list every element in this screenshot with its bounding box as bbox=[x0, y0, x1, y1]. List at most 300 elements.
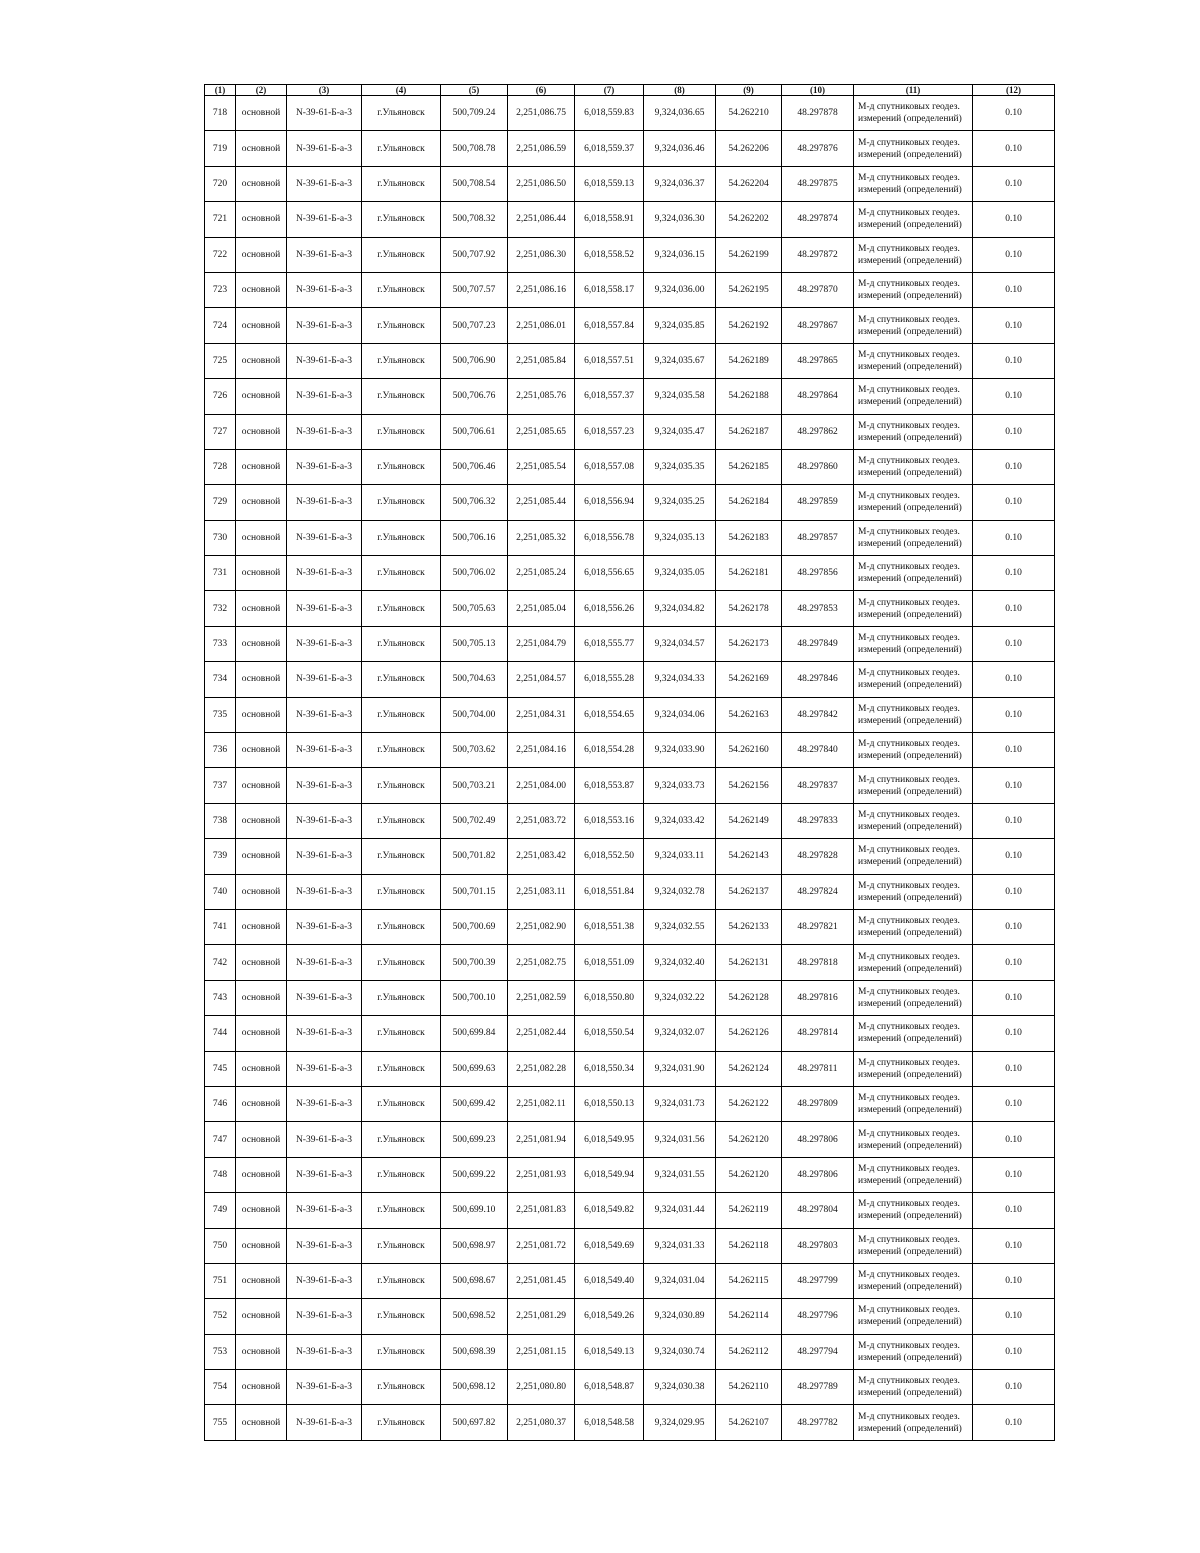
cell-coord-7: 6,018,549.26 bbox=[575, 1299, 644, 1334]
cell-method: М-д спутниковых геодез. измерений (определений) bbox=[854, 1086, 973, 1121]
cell-point-number: 747 bbox=[205, 1122, 236, 1157]
cell-point-type: основной bbox=[236, 414, 287, 449]
table-row bbox=[205, 945, 1055, 980]
cell-point-type: основной bbox=[236, 980, 287, 1015]
cell-accuracy: 0.10 bbox=[973, 1370, 1055, 1405]
cell-point-number: 726 bbox=[205, 379, 236, 414]
cell-point-number: 732 bbox=[205, 591, 236, 626]
header-row bbox=[205, 85, 1055, 96]
cell-longitude: 48.297857 bbox=[782, 520, 854, 555]
cell-map-sheet: N-39-61-Б-а-3 bbox=[287, 1334, 362, 1369]
cell-longitude: 48.297809 bbox=[782, 1086, 854, 1121]
column-header-7: (7) bbox=[575, 85, 644, 96]
table-row bbox=[205, 1299, 1055, 1334]
cell-coord-7: 6,018,550.80 bbox=[575, 980, 644, 1015]
cell-point-number: 742 bbox=[205, 945, 236, 980]
cell-coord-6: 2,251,084.00 bbox=[508, 768, 575, 803]
cell-method: М-д спутниковых геодез. измерений (определений) bbox=[854, 96, 973, 131]
cell-latitude: 54.262199 bbox=[716, 237, 782, 272]
cell-locality: г.Ульяновск bbox=[362, 1299, 441, 1334]
cell-coord-6: 2,251,086.75 bbox=[508, 96, 575, 131]
cell-method: М-д спутниковых геодез. измерений (определений) bbox=[854, 202, 973, 237]
cell-coord-7: 6,018,550.34 bbox=[575, 1051, 644, 1086]
table-row bbox=[205, 909, 1055, 944]
table-row bbox=[205, 733, 1055, 768]
column-header-6: (6) bbox=[508, 85, 575, 96]
cell-coord-5: 500,708.54 bbox=[441, 166, 508, 201]
cell-locality: г.Ульяновск bbox=[362, 1228, 441, 1263]
cell-coord-5: 500,701.15 bbox=[441, 874, 508, 909]
cell-point-type: основной bbox=[236, 803, 287, 838]
cell-coord-6: 2,251,082.44 bbox=[508, 1016, 575, 1051]
column-header-5: (5) bbox=[441, 85, 508, 96]
cell-coord-8: 9,324,034.06 bbox=[644, 697, 716, 732]
cell-point-type: основной bbox=[236, 485, 287, 520]
cell-coord-5: 500,697.82 bbox=[441, 1405, 508, 1440]
table-row bbox=[205, 272, 1055, 307]
cell-method: М-д спутниковых геодез. измерений (определений) bbox=[854, 768, 973, 803]
cell-coord-6: 2,251,082.59 bbox=[508, 980, 575, 1015]
cell-method: М-д спутниковых геодез. измерений (определений) bbox=[854, 697, 973, 732]
cell-locality: г.Ульяновск bbox=[362, 733, 441, 768]
cell-latitude: 54.262188 bbox=[716, 379, 782, 414]
cell-coord-5: 500,706.16 bbox=[441, 520, 508, 555]
cell-point-number: 724 bbox=[205, 308, 236, 343]
cell-latitude: 54.262119 bbox=[716, 1193, 782, 1228]
cell-coord-7: 6,018,548.58 bbox=[575, 1405, 644, 1440]
cell-longitude: 48.297789 bbox=[782, 1370, 854, 1405]
table-row bbox=[205, 980, 1055, 1015]
cell-accuracy: 0.10 bbox=[973, 343, 1055, 378]
cell-latitude: 54.262120 bbox=[716, 1122, 782, 1157]
cell-locality: г.Ульяновск bbox=[362, 1405, 441, 1440]
cell-locality: г.Ульяновск bbox=[362, 485, 441, 520]
cell-latitude: 54.262210 bbox=[716, 96, 782, 131]
cell-accuracy: 0.10 bbox=[973, 202, 1055, 237]
cell-point-number: 728 bbox=[205, 449, 236, 484]
cell-point-type: основной bbox=[236, 166, 287, 201]
cell-longitude: 48.297864 bbox=[782, 379, 854, 414]
cell-point-type: основной bbox=[236, 1228, 287, 1263]
cell-point-type: основной bbox=[236, 1086, 287, 1121]
cell-point-number: 738 bbox=[205, 803, 236, 838]
cell-latitude: 54.262114 bbox=[716, 1299, 782, 1334]
table-row bbox=[205, 1193, 1055, 1228]
cell-longitude: 48.297842 bbox=[782, 697, 854, 732]
cell-coord-7: 6,018,549.82 bbox=[575, 1193, 644, 1228]
cell-locality: г.Ульяновск bbox=[362, 272, 441, 307]
table-row bbox=[205, 449, 1055, 484]
cell-point-number: 741 bbox=[205, 909, 236, 944]
cell-coord-7: 6,018,553.87 bbox=[575, 768, 644, 803]
cell-point-type: основной bbox=[236, 131, 287, 166]
cell-coord-8: 9,324,032.07 bbox=[644, 1016, 716, 1051]
cell-latitude: 54.262107 bbox=[716, 1405, 782, 1440]
table-row bbox=[205, 874, 1055, 909]
cell-locality: г.Ульяновск bbox=[362, 1051, 441, 1086]
cell-point-type: основной bbox=[236, 96, 287, 131]
cell-point-number: 751 bbox=[205, 1263, 236, 1298]
cell-coord-5: 500,698.97 bbox=[441, 1228, 508, 1263]
cell-accuracy: 0.10 bbox=[973, 945, 1055, 980]
cell-coord-6: 2,251,084.31 bbox=[508, 697, 575, 732]
cell-map-sheet: N-39-61-Б-а-3 bbox=[287, 662, 362, 697]
cell-coord-7: 6,018,548.87 bbox=[575, 1370, 644, 1405]
cell-coord-6: 2,251,086.30 bbox=[508, 237, 575, 272]
cell-coord-6: 2,251,086.16 bbox=[508, 272, 575, 307]
cell-method: М-д спутниковых геодез. измерений (определений) bbox=[854, 839, 973, 874]
cell-locality: г.Ульяновск bbox=[362, 1122, 441, 1157]
cell-accuracy: 0.10 bbox=[973, 379, 1055, 414]
cell-coord-8: 9,324,035.05 bbox=[644, 556, 716, 591]
cell-locality: г.Ульяновск bbox=[362, 1370, 441, 1405]
cell-locality: г.Ульяновск bbox=[362, 449, 441, 484]
cell-locality: г.Ульяновск bbox=[362, 202, 441, 237]
table-row bbox=[205, 803, 1055, 838]
cell-longitude: 48.297874 bbox=[782, 202, 854, 237]
table-row bbox=[205, 485, 1055, 520]
cell-accuracy: 0.10 bbox=[973, 556, 1055, 591]
cell-locality: г.Ульяновск bbox=[362, 131, 441, 166]
cell-accuracy: 0.10 bbox=[973, 909, 1055, 944]
cell-coord-8: 9,324,035.58 bbox=[644, 379, 716, 414]
cell-map-sheet: N-39-61-Б-а-3 bbox=[287, 909, 362, 944]
cell-point-type: основной bbox=[236, 839, 287, 874]
cell-point-number: 727 bbox=[205, 414, 236, 449]
cell-method: М-д спутниковых геодез. измерений (определений) bbox=[854, 556, 973, 591]
cell-coord-8: 9,324,034.57 bbox=[644, 626, 716, 661]
cell-coord-5: 500,700.69 bbox=[441, 909, 508, 944]
cell-longitude: 48.297870 bbox=[782, 272, 854, 307]
cell-accuracy: 0.10 bbox=[973, 1334, 1055, 1369]
cell-latitude: 54.262178 bbox=[716, 591, 782, 626]
cell-point-type: основной bbox=[236, 520, 287, 555]
cell-point-number: 748 bbox=[205, 1157, 236, 1192]
cell-accuracy: 0.10 bbox=[973, 1122, 1055, 1157]
cell-method: М-д спутниковых геодез. измерений (определений) bbox=[854, 166, 973, 201]
cell-coord-7: 6,018,559.13 bbox=[575, 166, 644, 201]
cell-method: М-д спутниковых геодез. измерений (определений) bbox=[854, 591, 973, 626]
column-header-12: (12) bbox=[973, 85, 1055, 96]
cell-map-sheet: N-39-61-Б-а-3 bbox=[287, 202, 362, 237]
column-header-9: (9) bbox=[716, 85, 782, 96]
cell-locality: г.Ульяновск bbox=[362, 626, 441, 661]
cell-locality: г.Ульяновск bbox=[362, 1193, 441, 1228]
cell-point-type: основной bbox=[236, 1051, 287, 1086]
cell-point-type: основной bbox=[236, 556, 287, 591]
cell-longitude: 48.297803 bbox=[782, 1228, 854, 1263]
cell-locality: г.Ульяновск bbox=[362, 945, 441, 980]
cell-coord-6: 2,251,085.84 bbox=[508, 343, 575, 378]
cell-coord-5: 500,699.22 bbox=[441, 1157, 508, 1192]
cell-locality: г.Ульяновск bbox=[362, 237, 441, 272]
table-row bbox=[205, 556, 1055, 591]
cell-accuracy: 0.10 bbox=[973, 980, 1055, 1015]
cell-longitude: 48.297782 bbox=[782, 1405, 854, 1440]
cell-coord-8: 9,324,036.30 bbox=[644, 202, 716, 237]
cell-longitude: 48.297814 bbox=[782, 1016, 854, 1051]
cell-method: М-д спутниковых геодез. измерений (определений) bbox=[854, 874, 973, 909]
cell-accuracy: 0.10 bbox=[973, 1051, 1055, 1086]
cell-longitude: 48.297806 bbox=[782, 1122, 854, 1157]
cell-coord-8: 9,324,035.47 bbox=[644, 414, 716, 449]
cell-longitude: 48.297853 bbox=[782, 591, 854, 626]
cell-coord-5: 500,699.42 bbox=[441, 1086, 508, 1121]
cell-method: М-д спутниковых геодез. измерений (определений) bbox=[854, 1193, 973, 1228]
column-header-10: (10) bbox=[782, 85, 854, 96]
cell-coord-7: 6,018,554.65 bbox=[575, 697, 644, 732]
cell-point-type: основной bbox=[236, 343, 287, 378]
cell-coord-8: 9,324,032.40 bbox=[644, 945, 716, 980]
cell-coord-8: 9,324,031.44 bbox=[644, 1193, 716, 1228]
cell-point-number: 720 bbox=[205, 166, 236, 201]
cell-method: М-д спутниковых геодез. измерений (определений) bbox=[854, 1370, 973, 1405]
cell-point-number: 722 bbox=[205, 237, 236, 272]
cell-latitude: 54.262126 bbox=[716, 1016, 782, 1051]
cell-map-sheet: N-39-61-Б-а-3 bbox=[287, 591, 362, 626]
column-header-8: (8) bbox=[644, 85, 716, 96]
cell-coord-6: 2,251,081.83 bbox=[508, 1193, 575, 1228]
cell-accuracy: 0.10 bbox=[973, 272, 1055, 307]
cell-coord-8: 9,324,031.73 bbox=[644, 1086, 716, 1121]
cell-coord-8: 9,324,033.11 bbox=[644, 839, 716, 874]
cell-coord-7: 6,018,553.16 bbox=[575, 803, 644, 838]
cell-point-number: 744 bbox=[205, 1016, 236, 1051]
cell-coord-6: 2,251,081.72 bbox=[508, 1228, 575, 1263]
cell-point-type: основной bbox=[236, 308, 287, 343]
cell-longitude: 48.297799 bbox=[782, 1263, 854, 1298]
cell-longitude: 48.297840 bbox=[782, 733, 854, 768]
cell-latitude: 54.262112 bbox=[716, 1334, 782, 1369]
cell-locality: г.Ульяновск bbox=[362, 874, 441, 909]
cell-point-type: основной bbox=[236, 697, 287, 732]
cell-point-number: 749 bbox=[205, 1193, 236, 1228]
column-header-3: (3) bbox=[287, 85, 362, 96]
cell-longitude: 48.297804 bbox=[782, 1193, 854, 1228]
cell-point-number: 721 bbox=[205, 202, 236, 237]
cell-point-type: основной bbox=[236, 874, 287, 909]
cell-longitude: 48.297859 bbox=[782, 485, 854, 520]
cell-coord-6: 2,251,086.44 bbox=[508, 202, 575, 237]
column-header-1: (1) bbox=[205, 85, 236, 96]
cell-longitude: 48.297828 bbox=[782, 839, 854, 874]
cell-coord-7: 6,018,557.23 bbox=[575, 414, 644, 449]
cell-method: М-д спутниковых геодез. измерений (определений) bbox=[854, 1334, 973, 1369]
cell-point-type: основной bbox=[236, 1299, 287, 1334]
cell-latitude: 54.262195 bbox=[716, 272, 782, 307]
cell-coord-8: 9,324,036.65 bbox=[644, 96, 716, 131]
cell-latitude: 54.262122 bbox=[716, 1086, 782, 1121]
cell-accuracy: 0.10 bbox=[973, 768, 1055, 803]
cell-coord-7: 6,018,550.54 bbox=[575, 1016, 644, 1051]
cell-coord-8: 9,324,032.22 bbox=[644, 980, 716, 1015]
cell-coord-7: 6,018,558.17 bbox=[575, 272, 644, 307]
cell-coord-8: 9,324,035.67 bbox=[644, 343, 716, 378]
cell-coord-5: 500,703.62 bbox=[441, 733, 508, 768]
cell-point-type: основной bbox=[236, 909, 287, 944]
cell-map-sheet: N-39-61-Б-а-3 bbox=[287, 945, 362, 980]
table-row bbox=[205, 1086, 1055, 1121]
cell-longitude: 48.297821 bbox=[782, 909, 854, 944]
cell-point-type: основной bbox=[236, 1370, 287, 1405]
cell-accuracy: 0.10 bbox=[973, 662, 1055, 697]
cell-point-type: основной bbox=[236, 733, 287, 768]
cell-coord-7: 6,018,557.51 bbox=[575, 343, 644, 378]
table-row bbox=[205, 414, 1055, 449]
cell-locality: г.Ульяновск bbox=[362, 96, 441, 131]
cell-coord-5: 500,700.39 bbox=[441, 945, 508, 980]
table-row bbox=[205, 662, 1055, 697]
cell-point-number: 737 bbox=[205, 768, 236, 803]
cell-accuracy: 0.10 bbox=[973, 485, 1055, 520]
cell-map-sheet: N-39-61-Б-а-3 bbox=[287, 1157, 362, 1192]
table-row bbox=[205, 591, 1055, 626]
cell-coord-6: 2,251,082.28 bbox=[508, 1051, 575, 1086]
cell-accuracy: 0.10 bbox=[973, 1405, 1055, 1440]
cell-accuracy: 0.10 bbox=[973, 803, 1055, 838]
cell-longitude: 48.297811 bbox=[782, 1051, 854, 1086]
cell-coord-7: 6,018,556.78 bbox=[575, 520, 644, 555]
cell-point-type: основной bbox=[236, 1405, 287, 1440]
cell-coord-6: 2,251,085.76 bbox=[508, 379, 575, 414]
table-row bbox=[205, 1122, 1055, 1157]
cell-map-sheet: N-39-61-Б-а-3 bbox=[287, 803, 362, 838]
cell-accuracy: 0.10 bbox=[973, 697, 1055, 732]
column-header-11: (11) bbox=[854, 85, 973, 96]
cell-coord-8: 9,324,035.25 bbox=[644, 485, 716, 520]
cell-locality: г.Ульяновск bbox=[362, 1263, 441, 1298]
cell-locality: г.Ульяновск bbox=[362, 166, 441, 201]
table-row bbox=[205, 1405, 1055, 1440]
cell-coord-7: 6,018,550.13 bbox=[575, 1086, 644, 1121]
cell-map-sheet: N-39-61-Б-а-3 bbox=[287, 697, 362, 732]
cell-coord-5: 500,699.10 bbox=[441, 1193, 508, 1228]
cell-latitude: 54.262163 bbox=[716, 697, 782, 732]
cell-longitude: 48.297824 bbox=[782, 874, 854, 909]
cell-map-sheet: N-39-61-Б-а-3 bbox=[287, 1405, 362, 1440]
cell-map-sheet: N-39-61-Б-а-3 bbox=[287, 449, 362, 484]
cell-map-sheet: N-39-61-Б-а-3 bbox=[287, 237, 362, 272]
cell-coord-5: 500,708.78 bbox=[441, 131, 508, 166]
cell-accuracy: 0.10 bbox=[973, 1157, 1055, 1192]
cell-coord-7: 6,018,557.84 bbox=[575, 308, 644, 343]
cell-coord-5: 500,702.49 bbox=[441, 803, 508, 838]
cell-method: М-д спутниковых геодез. измерений (определений) bbox=[854, 414, 973, 449]
cell-map-sheet: N-39-61-Б-а-3 bbox=[287, 1086, 362, 1121]
cell-longitude: 48.297816 bbox=[782, 980, 854, 1015]
cell-locality: г.Ульяновск bbox=[362, 697, 441, 732]
cell-coord-8: 9,324,031.90 bbox=[644, 1051, 716, 1086]
cell-longitude: 48.297867 bbox=[782, 308, 854, 343]
cell-point-type: основной bbox=[236, 1334, 287, 1369]
cell-longitude: 48.297837 bbox=[782, 768, 854, 803]
cell-coord-8: 9,324,032.55 bbox=[644, 909, 716, 944]
cell-coord-6: 2,251,081.45 bbox=[508, 1263, 575, 1298]
cell-point-number: 752 bbox=[205, 1299, 236, 1334]
column-header-2: (2) bbox=[236, 85, 287, 96]
cell-point-number: 754 bbox=[205, 1370, 236, 1405]
cell-coord-6: 2,251,085.44 bbox=[508, 485, 575, 520]
cell-map-sheet: N-39-61-Б-а-3 bbox=[287, 874, 362, 909]
table-row bbox=[205, 131, 1055, 166]
cell-accuracy: 0.10 bbox=[973, 520, 1055, 555]
cell-map-sheet: N-39-61-Б-а-3 bbox=[287, 626, 362, 661]
cell-locality: г.Ульяновск bbox=[362, 520, 441, 555]
cell-coord-8: 9,324,035.13 bbox=[644, 520, 716, 555]
cell-point-type: основной bbox=[236, 591, 287, 626]
cell-point-type: основной bbox=[236, 768, 287, 803]
cell-coord-7: 6,018,556.94 bbox=[575, 485, 644, 520]
cell-coord-5: 500,704.63 bbox=[441, 662, 508, 697]
cell-coord-6: 2,251,082.90 bbox=[508, 909, 575, 944]
cell-method: М-д спутниковых геодез. измерений (определений) bbox=[854, 1263, 973, 1298]
cell-coord-5: 500,704.00 bbox=[441, 697, 508, 732]
cell-map-sheet: N-39-61-Б-а-3 bbox=[287, 308, 362, 343]
cell-coord-5: 500,706.32 bbox=[441, 485, 508, 520]
cell-coord-5: 500,699.63 bbox=[441, 1051, 508, 1086]
cell-coord-8: 9,324,034.82 bbox=[644, 591, 716, 626]
cell-map-sheet: N-39-61-Б-а-3 bbox=[287, 1299, 362, 1334]
cell-locality: г.Ульяновск bbox=[362, 1157, 441, 1192]
cell-point-number: 725 bbox=[205, 343, 236, 378]
cell-locality: г.Ульяновск bbox=[362, 1334, 441, 1369]
cell-locality: г.Ульяновск bbox=[362, 839, 441, 874]
cell-point-number: 740 bbox=[205, 874, 236, 909]
cell-method: М-д спутниковых геодез. измерений (определений) bbox=[854, 1228, 973, 1263]
cell-coord-5: 500,709.24 bbox=[441, 96, 508, 131]
cell-accuracy: 0.10 bbox=[973, 308, 1055, 343]
cell-coord-7: 6,018,552.50 bbox=[575, 839, 644, 874]
cell-map-sheet: N-39-61-Б-а-3 bbox=[287, 1370, 362, 1405]
cell-locality: г.Ульяновск bbox=[362, 379, 441, 414]
cell-point-number: 730 bbox=[205, 520, 236, 555]
cell-method: М-д спутниковых геодез. измерений (определений) bbox=[854, 1299, 973, 1334]
cell-map-sheet: N-39-61-Б-а-3 bbox=[287, 96, 362, 131]
cell-accuracy: 0.10 bbox=[973, 591, 1055, 626]
cell-coord-8: 9,324,036.46 bbox=[644, 131, 716, 166]
cell-method: М-д спутниковых геодез. измерений (определений) bbox=[854, 485, 973, 520]
cell-latitude: 54.262118 bbox=[716, 1228, 782, 1263]
cell-coord-7: 6,018,549.94 bbox=[575, 1157, 644, 1192]
cell-accuracy: 0.10 bbox=[973, 1299, 1055, 1334]
cell-coord-7: 6,018,556.65 bbox=[575, 556, 644, 591]
cell-locality: г.Ульяновск bbox=[362, 1086, 441, 1121]
cell-point-number: 736 bbox=[205, 733, 236, 768]
cell-longitude: 48.297849 bbox=[782, 626, 854, 661]
cell-longitude: 48.297876 bbox=[782, 131, 854, 166]
cell-latitude: 54.262128 bbox=[716, 980, 782, 1015]
table-row bbox=[205, 96, 1055, 131]
table-body bbox=[205, 96, 1055, 1441]
table-row bbox=[205, 166, 1055, 201]
cell-coord-8: 9,324,036.15 bbox=[644, 237, 716, 272]
cell-coord-7: 6,018,551.38 bbox=[575, 909, 644, 944]
cell-point-type: основной bbox=[236, 945, 287, 980]
cell-locality: г.Ульяновск bbox=[362, 909, 441, 944]
cell-locality: г.Ульяновск bbox=[362, 1016, 441, 1051]
table-row bbox=[205, 1051, 1055, 1086]
cell-accuracy: 0.10 bbox=[973, 1086, 1055, 1121]
table-row bbox=[205, 1263, 1055, 1298]
cell-longitude: 48.297794 bbox=[782, 1334, 854, 1369]
cell-coord-5: 500,698.12 bbox=[441, 1370, 508, 1405]
cell-coord-8: 9,324,030.38 bbox=[644, 1370, 716, 1405]
cell-coord-5: 500,707.92 bbox=[441, 237, 508, 272]
cell-coord-6: 2,251,085.24 bbox=[508, 556, 575, 591]
cell-latitude: 54.262202 bbox=[716, 202, 782, 237]
cell-coord-7: 6,018,555.28 bbox=[575, 662, 644, 697]
cell-coord-7: 6,018,555.77 bbox=[575, 626, 644, 661]
